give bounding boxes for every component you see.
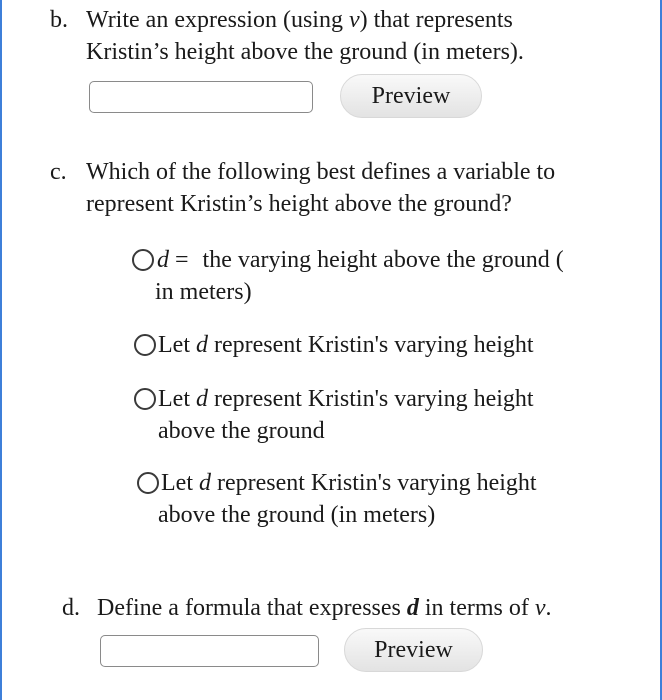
option-4-text-line2: above the ground (in meters) [158,502,436,528]
part-d-prompt: Define a formula that expresses d in terms of v. [97,595,552,621]
option-4-radio[interactable] [137,472,159,494]
option-1-text-line2: in meters) [155,279,252,305]
part-d-answer-input[interactable] [100,635,319,667]
option-2-radio[interactable] [134,334,156,356]
option-1-text-line1: d = the varying height above the ground ( [157,247,564,273]
part-c-prompt-line1: Which of the following best defines a variable to [86,159,556,185]
part-c-marker: c. [50,159,67,185]
part-b-prompt-line2: Kristin’s height above the ground (in meters). [86,39,524,65]
part-d-marker: d. [62,595,80,621]
variable-v: v [534,595,546,621]
option-1-radio[interactable] [132,249,154,271]
part-d-preview-button[interactable]: Preview [344,628,483,672]
option-3-text-line2: above the ground [158,418,325,444]
option-3-radio[interactable] [134,388,156,410]
option-2-text-line1: Let d represent Kristin's varying height [158,332,534,358]
option-4-text-line1: Let d represent Kristin's varying height [161,470,537,496]
variable-v: v [348,7,360,33]
part-b-prompt-line1: Write an expression (using v) that represents [86,7,513,33]
part-b-preview-button[interactable]: Preview [340,74,482,118]
variable-d: d [406,595,419,621]
left-border-rule [0,0,2,700]
option-3-text-line1: Let d represent Kristin's varying height [158,386,534,412]
part-b-marker: b. [50,7,68,33]
part-b-answer-input[interactable] [89,81,313,113]
part-c-prompt-line2: represent Kristin’s height above the ground? [86,191,512,217]
